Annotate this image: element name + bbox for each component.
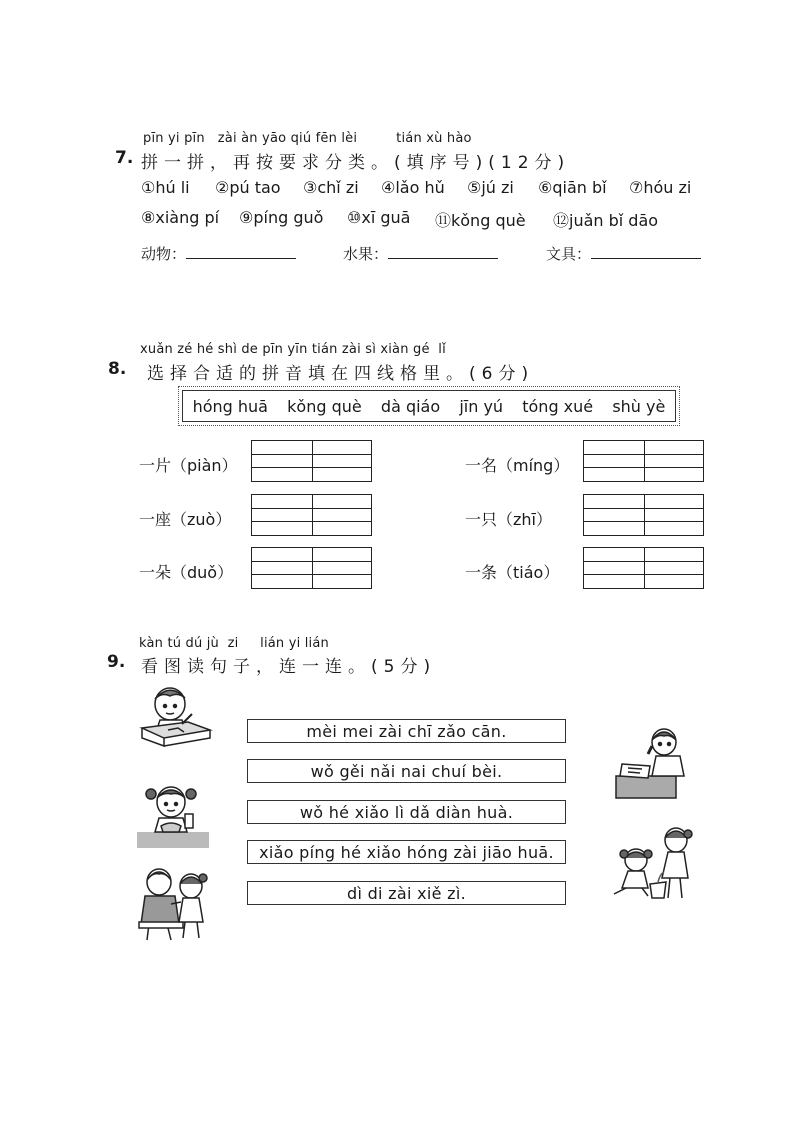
girls-watering-picture[interactable] [608,826,696,902]
q8-four-line-grid-duo[interactable] [251,547,372,589]
girl-eating-picture[interactable] [137,780,209,850]
q7-blank-stationery-label: 文具： [546,245,592,263]
q9-text: 看图读句子，连一连。(5分) [141,657,437,677]
q7-option-6: ⑥qiān bǐ [538,178,607,197]
word-bank-item: tóng xué [522,396,594,416]
q7-option-8: ⑧xiàng pí [141,208,220,227]
q9-sentence-5[interactable]: dì di zài xiě zì. [247,881,566,905]
q9-sentence-2[interactable]: wǒ gěi nǎi nai chuí bèi. [247,759,566,783]
word-bank-item: kǒng què [287,396,362,416]
q9-number: 9. [107,652,126,672]
q7-number: 7. [115,148,134,168]
q7-blank-stationery[interactable] [546,240,701,264]
q7-text: 拼一拼，再按要求分类。(填序号)(12分) [141,153,571,173]
q8-pinyin: xuǎn zé hé shì de pīn yīn tián zài sì xiàn gé lǐ [140,342,446,357]
word-bank-item: shù yè [612,396,666,416]
q7-option-12: ⑫juǎn bǐ dāo [553,211,659,230]
q8-four-line-grid-pian[interactable] [251,440,372,482]
q8-measure-ming: 一名（míng） [465,456,570,475]
q8-four-line-grid-zuo[interactable] [251,494,372,536]
q7-blank-fruits-line[interactable] [388,240,498,259]
q8-measure-pian: 一片（piàn） [139,456,238,475]
q7-blank-fruits[interactable] [343,240,498,264]
q8-measure-zuo: 一座（zuò） [139,510,232,529]
q8-text: 选择合适的拼音填在四线格里。(6分) [147,364,535,384]
q7-option-5: ⑤jú zi [467,178,514,197]
q7-blank-animals[interactable] [141,240,296,264]
q8-measure-duo: 一朵（duǒ） [139,563,234,582]
q7-blank-animals-line[interactable] [186,240,296,259]
q8-four-line-grid-zhi[interactable] [583,494,704,536]
q8-measure-tiao: 一条（tiáo） [465,563,560,582]
q8-number: 8. [108,359,127,379]
q9-pinyin: kàn tú dú jù zi lián yi lián [139,636,329,651]
q7-option-4: ④lǎo hǔ [381,178,445,197]
grandma-girl-picture[interactable] [137,866,213,942]
q7-option-11: ⑪kǒng què [435,211,526,230]
boy-writing-picture[interactable] [138,684,214,750]
q8-measure-zhi: 一只（zhī） [465,510,552,529]
q7-blank-fruits-label: 水果： [343,245,389,263]
q8-four-line-grid-tiao[interactable] [583,547,704,589]
word-bank-item: dà qiáo [380,396,441,416]
q8-four-line-grid-ming[interactable] [583,440,704,482]
q7-option-9: ⑨píng guǒ [239,208,324,227]
q7-option-10: ⑩xī guā [347,208,411,227]
q9-sentence-4[interactable]: xiǎo píng hé xiǎo hóng zài jiāo huā. [247,840,566,864]
q9-sentence-3[interactable]: wǒ hé xiǎo lì dǎ diàn huà. [247,800,566,824]
q7-option-7: ⑦hóu zi [629,178,692,197]
word-bank-item: hóng huā [192,396,268,416]
q7-blank-animals-label: 动物： [141,245,187,263]
q7-option-3: ③chǐ zi [303,178,359,197]
q7-option-1: ①hú li [141,178,190,197]
q9-sentence-1[interactable]: mèi mei zài chī zǎo cān. [247,719,566,743]
q7-pinyin: pīn yi pīn zài àn yāo qiú fēn lèi tián xù hào [143,131,472,146]
word-bank-item: jīn yú [459,396,504,416]
q8-word-bank [182,390,676,422]
q7-option-2: ②pú tao [215,178,281,197]
q7-blank-stationery-line[interactable] [591,240,701,259]
girl-phone-picture[interactable] [614,724,694,800]
